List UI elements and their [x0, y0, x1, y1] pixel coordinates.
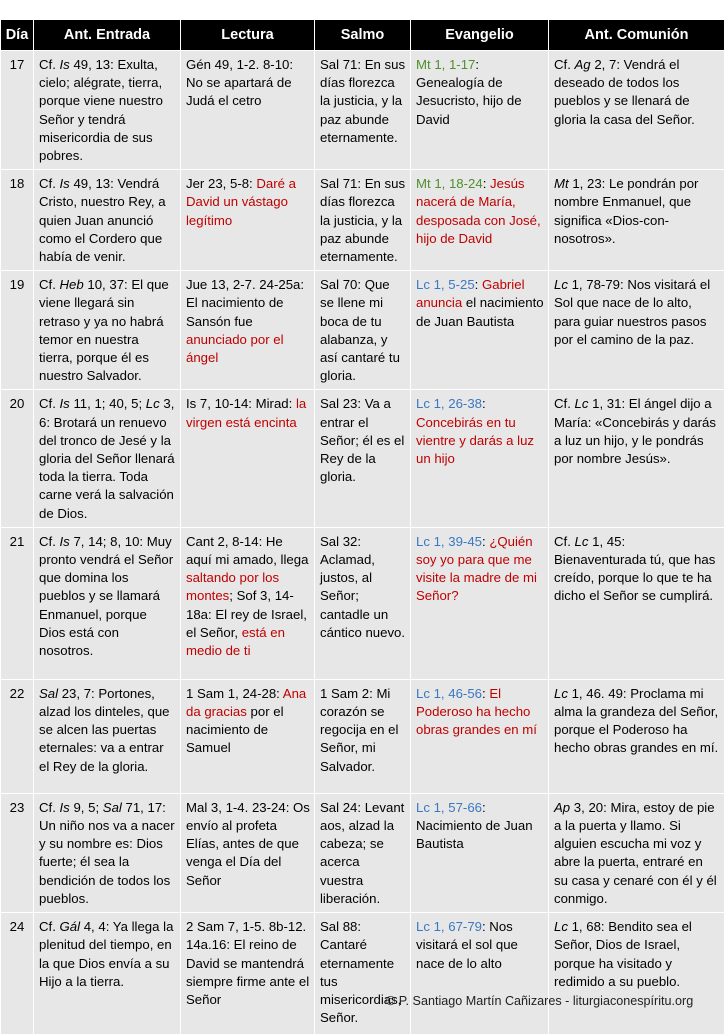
- text-segment: ; Sof 3, 14-18a: El rey de Israel, el Señor,: [186, 588, 307, 639]
- text-segment: Cf.: [39, 176, 60, 191]
- table-body: [1, 51, 724, 1035]
- text-segment: Lc: [554, 686, 568, 701]
- header-evangelio: Evangelio: [411, 20, 549, 51]
- table-row: [1, 913, 724, 1035]
- text-segment: 4, 4: Ya llega la plenitud del tiempo, en la que Dios envía a su Hijo a la tierra.: [39, 919, 173, 989]
- text-segment: 19: [10, 277, 25, 292]
- cell-ant-entrada: [34, 913, 181, 1035]
- cell-salmo: [315, 793, 411, 912]
- text-segment: 49, 13: Exulta, cielo; alégrate, tierra, porque viene nuestro Señor y tendrá misericordia de sus pobres.: [39, 57, 163, 163]
- cell-lectura: [181, 527, 315, 679]
- text-segment: Lc 1, 39-45: [416, 534, 482, 549]
- table-row: [1, 170, 724, 271]
- cell-dia: [1, 679, 34, 793]
- text-segment: 20: [10, 396, 25, 411]
- text-segment: por el nacimiento de Samuel: [186, 704, 284, 755]
- text-segment: Cf.: [39, 534, 60, 549]
- cell-evangelio: [411, 679, 549, 793]
- table-row: [1, 51, 724, 170]
- text-segment: Lc 1, 57-66: [416, 800, 482, 815]
- text-segment: : Nacimiento de Juan Bautista: [416, 800, 533, 851]
- text-segment: 1, 45: Bienaventurada tú, que has creído, porque lo que te ha dicho el Señor se cumplirá.: [554, 534, 715, 604]
- text-segment: Gál: [60, 919, 81, 934]
- text-segment: 1 Sam 1, 24-28:: [186, 686, 283, 701]
- text-segment: Lc: [554, 277, 568, 292]
- cell-salmo: [315, 170, 411, 271]
- cell-lectura: [181, 51, 315, 170]
- cell-ant-comunion: [549, 527, 724, 679]
- text-segment: El Poderoso ha hecho obras grandes en mí: [416, 686, 537, 737]
- text-segment: Lc: [146, 396, 160, 411]
- text-segment: Mt 1, 18-24: [416, 176, 483, 191]
- text-segment: Lc 1, 5-25: [416, 277, 475, 292]
- text-segment: 17: [10, 57, 25, 72]
- text-segment: : Genealogía de Jesucristo, hijo de David: [416, 57, 522, 127]
- text-segment: Ana da gracias: [186, 686, 306, 719]
- text-segment: :: [482, 534, 489, 549]
- cell-ant-entrada: [34, 271, 181, 390]
- cell-lectura: [181, 679, 315, 793]
- cell-ant-comunion: [549, 913, 724, 1035]
- header-row: [1, 20, 724, 51]
- text-segment: Sal 23: Va a entrar el Señor; él es el Rey de la gloria.: [320, 396, 404, 484]
- text-segment: Cf.: [39, 277, 60, 292]
- table-row: [1, 527, 724, 679]
- text-segment: : Nos visitará el sol que nace de lo alto: [416, 919, 518, 970]
- text-segment: Ap: [554, 800, 570, 815]
- text-segment: 11, 1; 40, 5;: [70, 396, 146, 411]
- text-segment: Is: [60, 57, 70, 72]
- text-segment: saltando por los montes: [186, 570, 279, 603]
- header-dia: Día: [1, 20, 34, 51]
- table-row: [1, 679, 724, 793]
- cell-evangelio: [411, 527, 549, 679]
- cell-lectura: [181, 390, 315, 527]
- cell-dia: [1, 913, 34, 1035]
- text-segment: Jer 23, 5-8:: [186, 176, 256, 191]
- cell-ant-comunion: [549, 271, 724, 390]
- text-segment: Mt 1, 1-17: [416, 57, 475, 72]
- text-segment: ¿Quién soy yo para que me visite la madre de mi Señor?: [416, 534, 537, 604]
- table-row: [1, 793, 724, 912]
- text-segment: 49, 13: Vendrá Cristo, nuestro Rey, a quien Juan anunció como el Cordero que había de venir.: [39, 176, 166, 264]
- text-segment: Cf.: [39, 800, 60, 815]
- text-segment: 3, 20: Mira, estoy de pie a la puerta y llamo. Si alguien escucha mi voz y abre la puerta, entraré en su casa y cenaré con él y él conmigo.: [554, 800, 717, 906]
- cell-evangelio: [411, 390, 549, 527]
- text-segment: Lc 1, 67-79: [416, 919, 482, 934]
- cell-evangelio: [411, 170, 549, 271]
- cell-ant-comunion: [549, 793, 724, 912]
- cell-ant-entrada: [34, 793, 181, 912]
- text-segment: 1, 78-79: Nos visitará el Sol que nace de lo alto, para guiar nuestros pasos por el camino de la paz.: [554, 277, 710, 347]
- cell-ant-entrada: [34, 527, 181, 679]
- text-segment: :: [482, 396, 486, 411]
- cell-lectura: [181, 271, 315, 390]
- text-segment: Sal 88: Cantaré eternamente tus misericordias, Señor.: [320, 919, 401, 1025]
- cell-dia: [1, 51, 34, 170]
- cell-ant-entrada: [34, 170, 181, 271]
- text-segment: Is: [60, 534, 70, 549]
- cell-ant-comunion: [549, 51, 724, 170]
- text-segment: 1, 31: El ángel dijo a María: «Concebirás y darás a luz un hijo, y le pondrás por nombre Jesús».: [554, 396, 716, 466]
- text-segment: Lc 1, 46-56: [416, 686, 482, 701]
- text-segment: Gén 49, 1-2. 8-10: No se apartará de Judá el cetro: [186, 57, 293, 108]
- cell-dia: [1, 527, 34, 679]
- text-segment: Jesús nacerá de María, desposada con José, hijo de David: [416, 176, 541, 246]
- cell-ant-comunion: [549, 170, 724, 271]
- text-segment: Cf.: [554, 396, 575, 411]
- text-segment: 23: [10, 800, 25, 815]
- text-segment: Is: [60, 396, 70, 411]
- text-segment: Sal 71: En sus días florezca la justicia, y la paz abunde eternamente.: [320, 176, 405, 264]
- cell-salmo: [315, 527, 411, 679]
- text-segment: Is: [60, 800, 70, 815]
- text-segment: Lc: [575, 396, 589, 411]
- cell-salmo: [315, 51, 411, 170]
- cell-evangelio: [411, 51, 549, 170]
- cell-ant-entrada: [34, 51, 181, 170]
- header-ant-entrada: Ant. Entrada: [34, 20, 181, 51]
- cell-ant-comunion: [549, 390, 724, 527]
- cell-salmo: [315, 271, 411, 390]
- text-segment: 24: [10, 919, 25, 934]
- text-segment: Sal: [103, 800, 122, 815]
- text-segment: Cf.: [554, 534, 575, 549]
- table-row: [1, 390, 724, 527]
- text-segment: 3, 6: Brotará un renuevo del tronco de Jesé y la gloria del Señor llenará toda la tierra. Toda carne verá la salvación de Dios.: [39, 396, 175, 520]
- text-segment: Ag: [575, 57, 591, 72]
- text-segment: anunciado por el ángel: [186, 332, 284, 365]
- header-ant-comunion: Ant. Comunión: [549, 20, 724, 51]
- text-segment: Sal 71: En sus días florezca la justicia, y la paz abunde eternamente.: [320, 57, 405, 145]
- text-segment: 1, 23: Le pondrán por nombre Enmanuel, que significa «Dios-con-nosotros».: [554, 176, 698, 246]
- cell-ant-comunion: [549, 679, 724, 793]
- text-segment: Gabriel anuncia: [416, 277, 525, 310]
- cell-evangelio: [411, 913, 549, 1035]
- text-segment: Sal 32: Aclamad, justos, al Señor; cantadle un cántico nuevo.: [320, 534, 405, 640]
- text-segment: Jue 13, 2-7. 24-25a: El nacimiento de Sansón fue: [186, 277, 304, 328]
- text-segment: :: [483, 176, 490, 191]
- cell-evangelio: [411, 271, 549, 390]
- text-segment: 1, 46. 49: Proclama mi alma la grandeza del Señor, porque el Poderoso ha hecho obras grandes en mí.: [554, 686, 718, 756]
- text-segment: Sal: [39, 686, 58, 701]
- text-segment: 7, 14; 8, 10: Muy pronto vendrá el Señor que domina los pueblos y se llamará Enmanuel, porque Dios está con nosotros.: [39, 534, 173, 658]
- text-segment: está en medio de ti: [186, 625, 285, 658]
- cell-ant-entrada: [34, 390, 181, 527]
- cell-salmo: [315, 390, 411, 527]
- cell-dia: [1, 793, 34, 912]
- text-segment: Sal 24: Levant aos, alzad la cabeza; se acerca vuestra liberación.: [320, 800, 404, 906]
- header-lectura: Lectura: [181, 20, 315, 51]
- text-segment: Lc: [554, 919, 568, 934]
- text-segment: 21: [10, 534, 25, 549]
- text-segment: la virgen está encinta: [186, 396, 306, 429]
- text-segment: :: [475, 277, 482, 292]
- text-segment: Mal 3, 1-4. 23-24: Os envío al profeta Elías, antes de que venga el Día del Señor: [186, 800, 310, 888]
- text-segment: 18: [10, 176, 25, 191]
- cell-lectura: [181, 913, 315, 1035]
- copyright-footer: © P. Santiago Martín Cañizares - liturgiaconespíritu.org: [386, 994, 693, 1008]
- text-segment: :: [482, 686, 489, 701]
- text-segment: Mt: [554, 176, 569, 191]
- text-segment: Concebirás en tu vientre y darás a luz un hijo: [416, 415, 534, 466]
- text-segment: el nacimiento de Juan Bautista: [416, 295, 544, 328]
- text-segment: 22: [10, 686, 25, 701]
- text-segment: Is 7, 10-14: Mirad:: [186, 396, 296, 411]
- cell-dia: [1, 271, 34, 390]
- cell-lectura: [181, 170, 315, 271]
- text-segment: Cf.: [39, 396, 60, 411]
- cell-lectura: [181, 793, 315, 912]
- text-segment: 1 Sam 2: Mi corazón se regocija en el Señor, mi Salvador.: [320, 686, 398, 774]
- text-segment: Daré a David un vástago legítimo: [186, 176, 296, 227]
- table-row: [1, 271, 724, 390]
- text-segment: 23, 7: Portones, alzad los dinteles, que se alcen las puertas eternales: va a entrar el Rey de la gloria.: [39, 686, 170, 774]
- cell-dia: [1, 390, 34, 527]
- text-segment: Lc 1, 26-38: [416, 396, 482, 411]
- cell-salmo: [315, 913, 411, 1035]
- text-segment: Cf.: [554, 57, 575, 72]
- text-segment: Cant 2, 8-14: He aquí mi amado, llega: [186, 534, 308, 567]
- text-segment: Heb: [60, 277, 84, 292]
- text-segment: 2 Sam 7, 1-5. 8b-12. 14a.16: El reino de David se mantendrá siempre firme ante el Señor: [186, 919, 309, 1007]
- text-segment: 2, 7: Vendrá el deseado de todos los pueblos y se llenará de gloria la casa del Señor.: [554, 57, 695, 127]
- cell-evangelio: [411, 793, 549, 912]
- text-segment: Cf.: [39, 919, 60, 934]
- cell-ant-entrada: [34, 679, 181, 793]
- header-salmo: Salmo: [315, 20, 411, 51]
- text-segment: Cf.: [39, 57, 60, 72]
- text-segment: 1, 68: Bendito sea el Señor, Dios de Israel, porque ha visitado y redimido a su pueblo.: [554, 919, 692, 989]
- text-segment: Sal 70: Que se llene mi boca de tu alabanza, y así cantaré tu gloria.: [320, 277, 400, 383]
- text-segment: 71, 17: Un niño nos va a nacer y su nombre es: Dios fuerte; él sea la bendición de todos los pueblos.: [39, 800, 175, 906]
- liturgy-table: [0, 20, 724, 1035]
- text-segment: Is: [60, 176, 70, 191]
- text-segment: 10, 37: El que viene llegará sin retraso y ya no habrá temor en nuestra tierra, porque él es nuestro Salvador.: [39, 277, 169, 383]
- text-segment: Lc: [575, 534, 589, 549]
- cell-salmo: [315, 679, 411, 793]
- cell-dia: [1, 170, 34, 271]
- text-segment: 9, 5;: [70, 800, 103, 815]
